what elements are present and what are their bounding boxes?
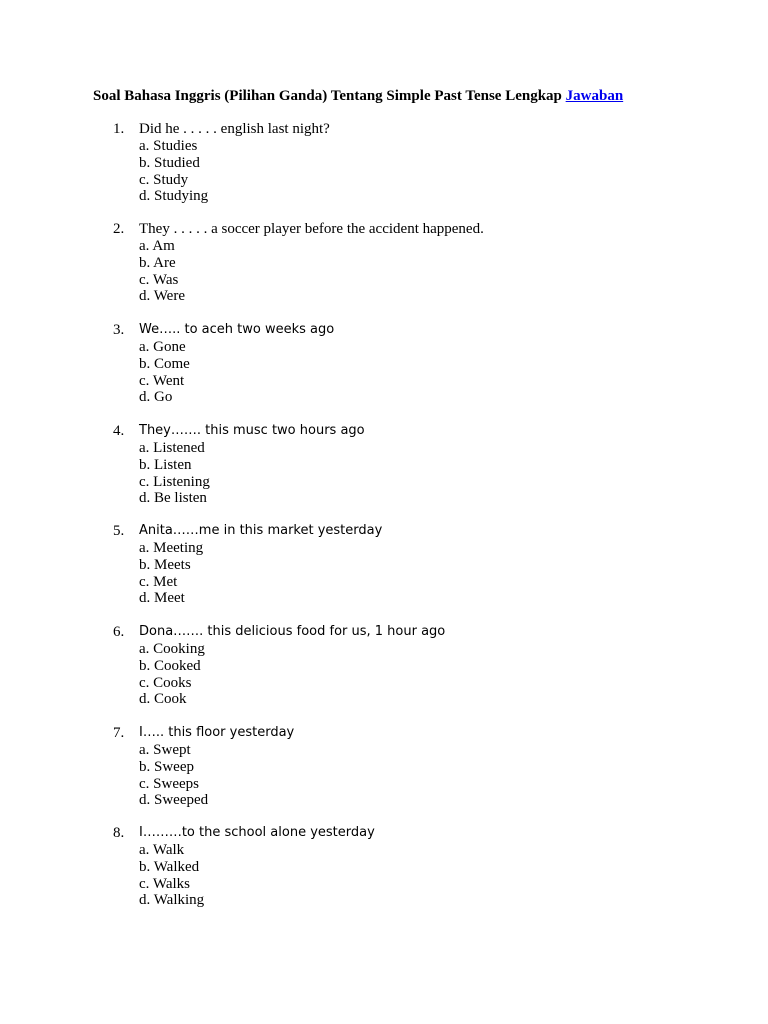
option-c: c. Cooks <box>139 674 192 691</box>
option-b: b. Walked <box>139 858 200 875</box>
option-a: a. Swept <box>139 742 191 758</box>
question-text: They……. this musc two hours ago <box>139 423 365 438</box>
question-1 <box>113 121 713 205</box>
option-d: d. Were <box>139 288 185 305</box>
question-number: 8. <box>113 825 125 841</box>
option-a: a. Meeting <box>139 540 204 556</box>
option-b: b. Studied <box>139 154 200 171</box>
option-d: d. Walking <box>139 892 205 909</box>
option-d: d. Be listen <box>139 490 207 507</box>
question-number: 7. <box>113 725 125 741</box>
option-b: b. Sweep <box>139 758 194 775</box>
option-a: a. Cooking <box>139 641 205 657</box>
question-text: Did he . . . . . english last night? <box>139 121 330 137</box>
option-b: b. Meets <box>139 556 191 573</box>
question-3 <box>113 322 713 406</box>
question-number: 1. <box>113 121 125 137</box>
question-text: We….. to aceh two weeks ago <box>139 322 335 337</box>
option-b: b. Are <box>139 254 176 271</box>
question-5 <box>113 523 713 607</box>
option-d: d. Sweeped <box>139 792 209 809</box>
option-b: b. Come <box>139 355 190 372</box>
question-number: 5. <box>113 523 125 539</box>
document-title <box>93 87 623 105</box>
question-number: 6. <box>113 624 125 640</box>
option-c: c. Walks <box>139 875 191 892</box>
option-a: a. Studies <box>139 138 198 154</box>
question-text: I….. this floor yesterday <box>139 725 295 740</box>
question-4 <box>113 423 713 507</box>
question-text: I………to the school alone yesterday <box>139 825 375 840</box>
title-text: Soal Bahasa Inggris (Pilihan Ganda) Tentang Simple Past Tense Lengkap <box>93 88 562 104</box>
option-d: d. Studying <box>139 188 209 205</box>
question-6 <box>113 624 713 708</box>
option-a: a. Am <box>139 238 175 254</box>
option-a: a. Listened <box>139 440 205 456</box>
question-8 <box>113 825 713 909</box>
question-number: 4. <box>113 423 125 439</box>
option-c: c. Was <box>139 271 179 288</box>
option-c: c. Met <box>139 573 178 590</box>
question-7 <box>113 725 713 809</box>
option-d: d. Cook <box>139 691 187 708</box>
question-number: 3. <box>113 322 125 338</box>
option-c: c. Went <box>139 372 185 389</box>
question-text: They . . . . . a soccer player before the accident happened. <box>139 221 484 237</box>
option-b: b. Listen <box>139 456 192 473</box>
question-text: Anita……me in this market yesterday <box>139 523 383 538</box>
question-number: 2. <box>113 221 125 237</box>
question-text: Dona……. this delicious food for us, 1 hour ago <box>139 624 446 639</box>
question-2 <box>113 221 713 305</box>
option-b: b. Cooked <box>139 657 201 674</box>
option-a: a. Walk <box>139 842 185 858</box>
option-d: d. Go <box>139 389 173 406</box>
option-c: c. Study <box>139 171 189 188</box>
option-c: c. Listening <box>139 473 210 490</box>
option-a: a. Gone <box>139 339 186 355</box>
jawaban-link[interactable]: Jawaban <box>565 88 624 104</box>
option-d: d. Meet <box>139 590 185 607</box>
option-c: c. Sweeps <box>139 775 199 792</box>
